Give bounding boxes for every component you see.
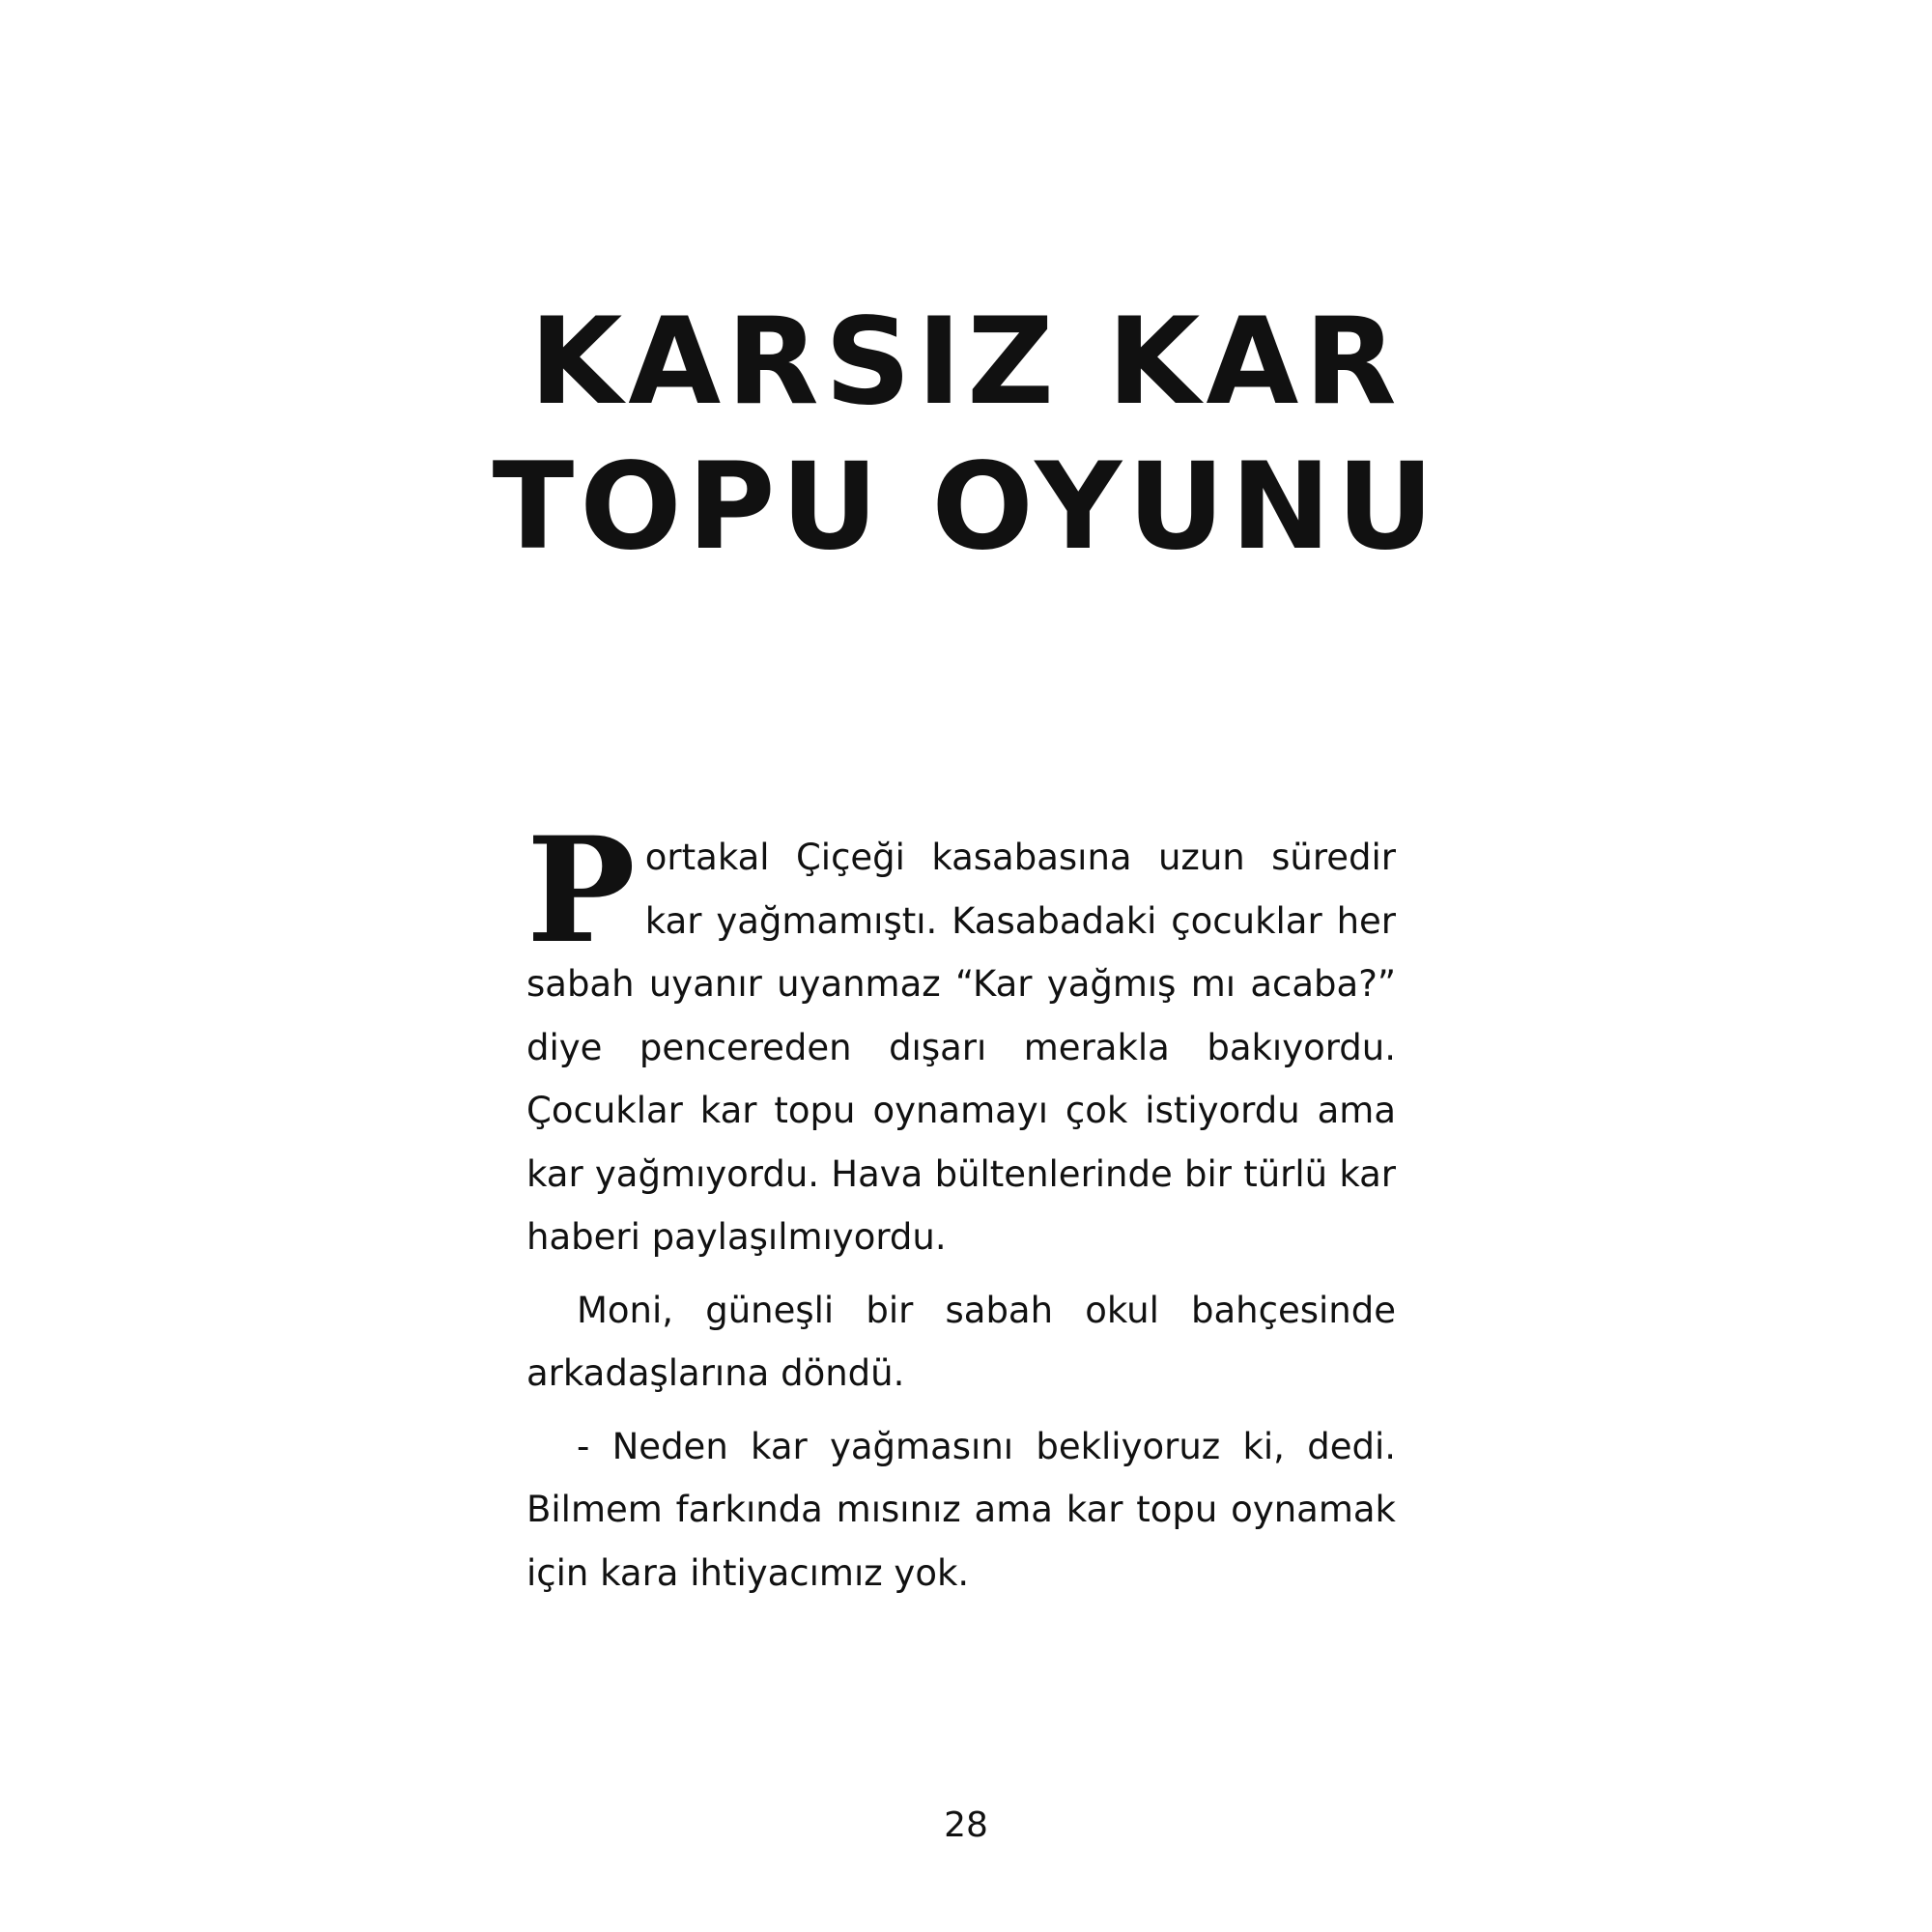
paragraph-1-text: ortakal Çiçeği kasabasına uzun süredir kar yağmamıştı. Kasabadaki çocuklar her sabah uyanır uyanmaz “Kar yağmış mı acaba?” diye pencereden dışarı merakla bakıyordu. Çocuklar kar topu oynamayı çok istiyordu ama kar yağmıyordu. Hava bültenlerinde bir türlü kar haberi paylaşılmıyordu. [526, 837, 1396, 1258]
chapter-title [0, 290, 1932, 580]
page-number: 28 [944, 1805, 988, 1845]
paragraph-2: Moni, güneşli bir sabah okul bahçesinde arkadaşlarına döndü. [526, 1289, 1396, 1394]
paragraph-1 [526, 806, 1396, 1269]
chapter-body [526, 806, 1396, 1614]
drop-cap: P [526, 806, 636, 976]
chapter-title-line-1: KARSIZ KAR [529, 293, 1403, 432]
chapter-title-line-2: TOPU OYUNU [492, 438, 1440, 577]
paragraph-3: - Neden kar yağmasını bekliyoruz ki, dedi. Bilmem farkında mısınız ama kar topu oynamak için kara ihtiyacımız yok. [526, 1425, 1396, 1594]
